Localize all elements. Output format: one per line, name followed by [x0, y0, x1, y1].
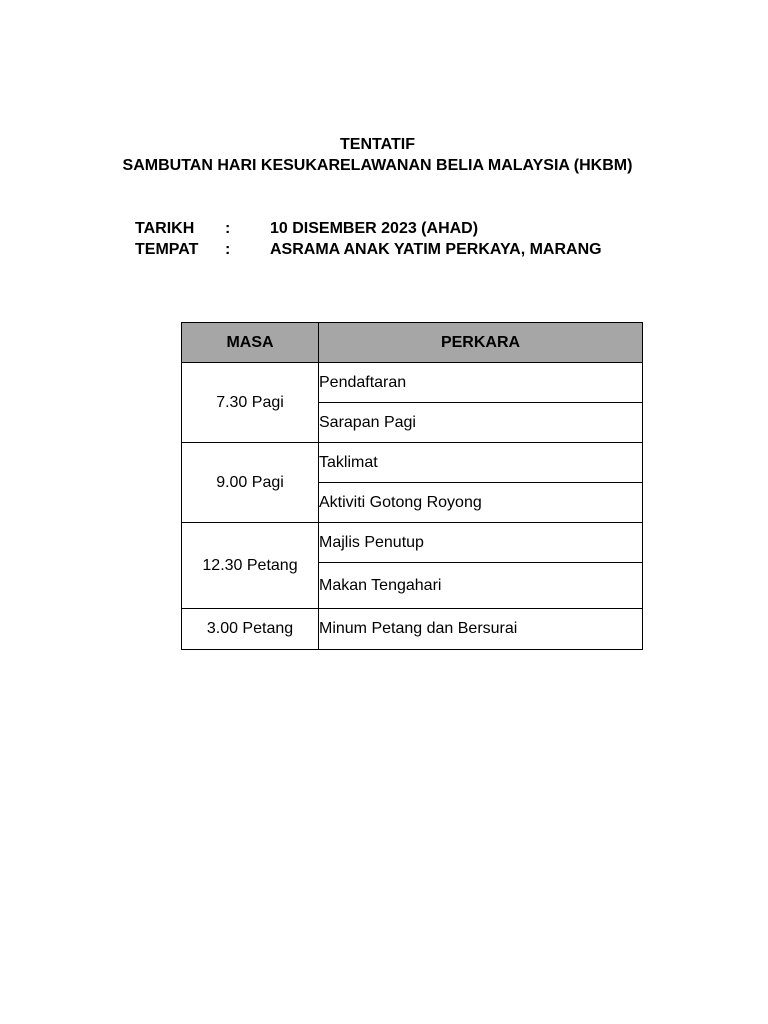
- info-label-date: TARIKH: [135, 220, 195, 237]
- info-colon: :: [225, 241, 231, 258]
- document-subtitle: SAMBUTAN HARI KESUKARELAWANAN BELIA MALAYSIA (HKBM): [122, 157, 633, 174]
- schedule-table: [181, 322, 643, 650]
- info-label-venue: TEMPAT: [135, 241, 199, 258]
- time-cell: 9.00 Pagi: [182, 443, 319, 523]
- header-perkara: PERKARA: [319, 323, 643, 363]
- header-masa: MASA: [182, 323, 319, 363]
- item-cell: Sarapan Pagi: [319, 403, 643, 443]
- item-cell: Pendaftaran: [319, 363, 643, 403]
- time-cell: 7.30 Pagi: [182, 363, 319, 443]
- item-cell: Taklimat: [319, 443, 643, 483]
- item-cell: Majlis Penutup: [319, 523, 643, 563]
- table-row: [182, 443, 643, 483]
- item-cell: Makan Tengahari: [319, 563, 643, 609]
- document-title: TENTATIF: [340, 136, 415, 153]
- time-cell: 12.30 Petang: [182, 523, 319, 609]
- table-row: [182, 363, 643, 403]
- item-cell: Aktiviti Gotong Royong: [319, 483, 643, 523]
- info-colon: :: [225, 220, 231, 237]
- info-value-date: 10 DISEMBER 2023 (AHAD): [270, 220, 479, 237]
- table-row: [182, 523, 643, 563]
- item-cell: Minum Petang dan Bersurai: [319, 609, 643, 650]
- table-row: [182, 609, 643, 650]
- table-header-row: [182, 323, 643, 363]
- info-value-venue: ASRAMA ANAK YATIM PERKAYA, MARANG: [270, 241, 602, 258]
- time-cell: 3.00 Petang: [182, 609, 319, 650]
